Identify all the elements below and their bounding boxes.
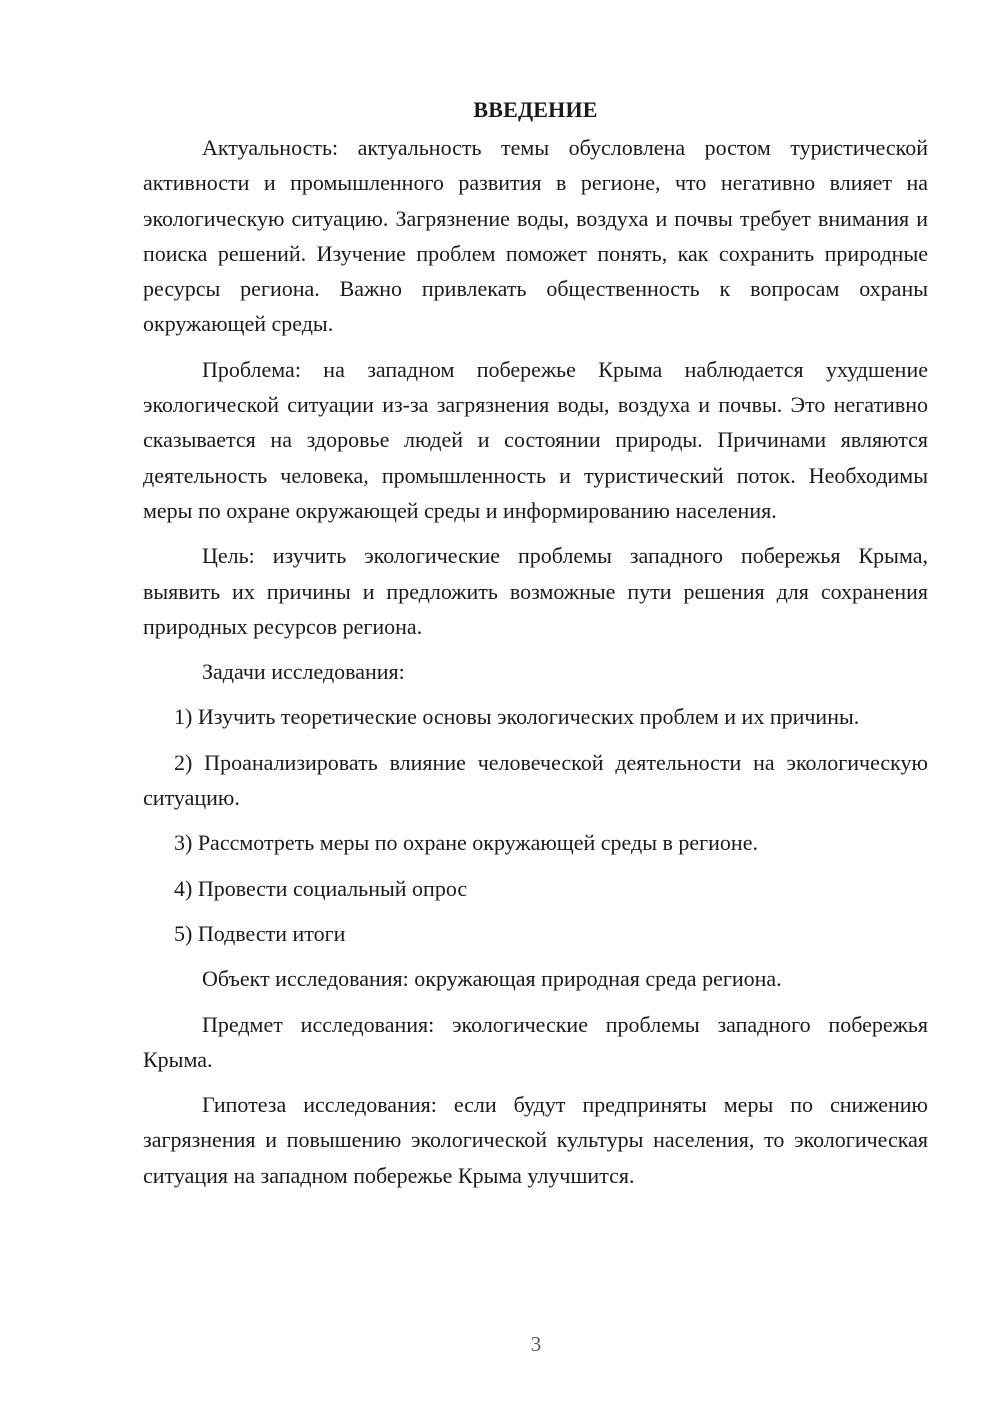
object-paragraph: Объект исследования: окружающая природная среда региона. <box>202 966 782 992</box>
problem-paragraph: Проблема: на западном побережье Крыма наблюдается ухудшение экологической ситуации из-за загрязнения воды, воздуха и почвы. Это негативно сказывается на здоровье людей и состоянии природы. Причинами являются деятельность человека, промышленность и туристический поток. Необходимы меры по охране окружающей среды и информированию населения. <box>143 356 928 523</box>
tasks-title: Задачи исследования: <box>202 659 405 685</box>
section-heading: ВВЕДЕНИЕ <box>473 97 598 122</box>
page-number: 3 <box>530 1332 542 1356</box>
subject-paragraph: Предмет исследования: экологические проблемы западного побережья Крыма. <box>143 1011 928 1072</box>
relevance-paragraph: Актуальность: актуальность темы обусловлена ростом туристической активности и промышленного развития в регионе, что негативно влияет на экологическую ситуацию. Загрязнение воды, воздуха и почвы требует внимания и поиска решений. Изучение проблем поможет понять, как сохранить природные ресурсы региона. Важно привлекать общественность к вопросам охраны окружающей среды. <box>143 135 928 337</box>
task-item-1: 1) Изучить теоретические основы экологических проблем и их причины. <box>174 704 860 730</box>
goal-paragraph: Цель: изучить экологические проблемы западного побережья Крыма, выявить их причины и предложить возможные пути решения для сохранения природных ресурсов региона. <box>143 543 928 639</box>
task-item-2: 2) Проанализировать влияние человеческой деятельности на экологическую ситуацию. <box>143 749 928 811</box>
page-content <box>143 92 928 1193</box>
hypothesis-paragraph: Гипотеза исследования: если будут предприняты меры по снижению загрязнения и повышению экологической культуры населения, то экологическая ситуация на западном побережье Крыма улучшится. <box>143 1092 928 1188</box>
task-item-5: 5) Подвести итоги <box>174 920 346 946</box>
task-item-3: 3) Рассмотреть меры по охране окружающей среды в регионе. <box>174 830 758 856</box>
task-item-4: 4) Провести социальный опрос <box>174 875 468 901</box>
